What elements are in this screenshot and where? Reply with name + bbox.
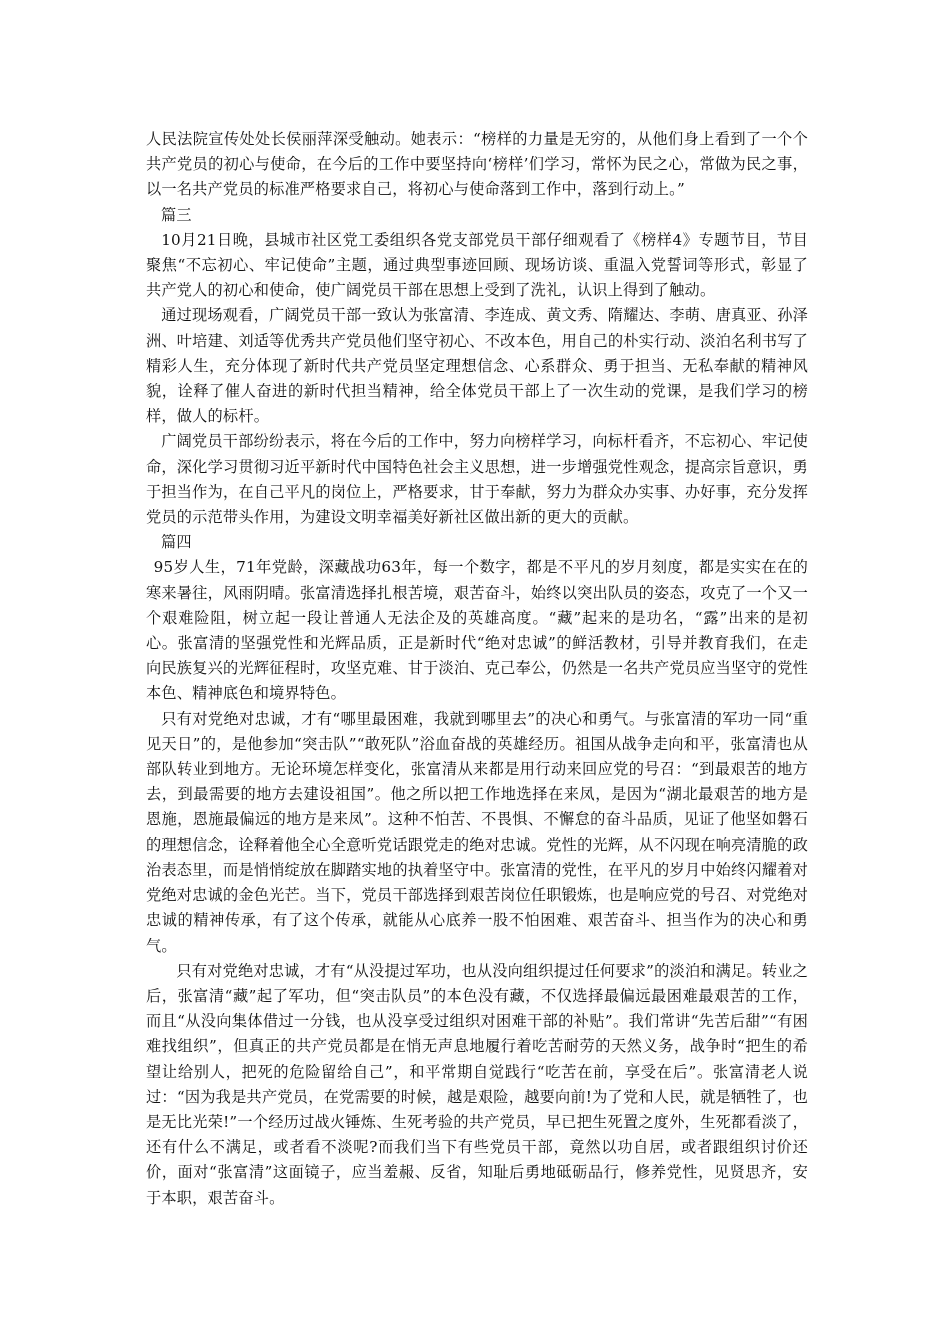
section-heading-part3: 篇三 [161,205,192,224]
paragraph-part3-commitment: 广阔党员干部纷纷表示，将在今后的工作中，努力向榜样学习，向标杆看齐，不忘初心、牢记使命，深化学习贯彻习近平新时代中国特色社会主义思想，进一步增强党性观念，提高宗旨意识，勇于担当作为，在自己平凡的岗位上，严格要求，甘于奉献，努力为群众办实事、办好事，充分发挥党员的示范带头作用，为建设文明幸福美好新社区做出新的更大的贡献。 [146,432,808,527]
paragraph-quote-houliping: 人民法院宣传处处长侯丽萍深受触动。她表示：“榜样的力量是无穷的，从他们身上看到了一个个共产党员的初心与使命，在今后的工作中要坚持向‘榜样’们学习，常怀为民之心，常做为民之事，以一名共产党员的标准严格要求自己，将初心与使命落到工作中，落到行动上。” [146,130,808,199]
section-heading-part4: 篇四 [161,533,192,552]
document-body [146,127,808,1211]
paragraph-part3-intro: 10月21日晚，县城市社区党工委组织各党支部党员干部仔细观看了《榜样4》专题节目，节目聚焦“不忘初心、牢记使命”主题，通过典型事迹回顾、现场访谈、重温入党誓词等形式，彰显了共产党人的初心和使命，使广阔党员干部在思想上受到了洗礼，认识上得到了触动。 [146,230,808,300]
paragraph-part4-loyalty-contentment: 只有对党绝对忠诚，才有“从没提过军功，也从没向组织提过任何要求”的淡泊和满足。转业之后，张富清“藏”起了军功，但“突击队员”的本色没有藏，不仅选择最偏远最困难最艰苦的工作，而且“从没向集体借过一分钱，也从没享受过组织对困难干部的补贴”。我们常讲“先苦后甜”“有困难找组织”，但真正的共产党员都是在悄无声息地履行着吃苦耐劳的天然义务，战争时“把生的希望让给别人，把死的危险留给自己”，和平常期自觉践行“吃苦在前，享受在后”。张富清老人说过：“因为我是共产党员，在党需要的时候，越是艰险，越要向前!为了党和人民，就是牺牲了，也是无比光荣!”一个经历过战火锤炼、生死考验的共产党员，早已把生死置之度外，生死都看淡了，还有什么不满足，或者看不淡呢?而我们当下有些党员干部，竟然以功自居，或者跟组织讨价还价，面对“张富清”这面镜子，应当羞赧、反省，知耻后勇地砥砺品行，修养党性，见贤思齐，安于本职，艰苦奋斗。 [146,961,808,1207]
paragraph-part4-loyalty-courage: 只有对党绝对忠诚，才有“哪里最困难，我就到哪里去”的决心和勇气。与张富清的军功一同“重见天日”的，是他参加“突击队”“敢死队”浴血奋战的英雄经历。祖国从战争走向和平，张富清也从部队转业到地方。无论环境怎样变化，张富清从来都是用行动来回应党的号召：“到最艰苦的地方去，到最需要的地方去建设祖国”。他之所以把工作地选择在来凤，是因为“湖北最艰苦的地方是恩施，恩施最偏远的地方是来凤”。这种不怕苦、不畏惧、不懈怠的奋斗品质，见证了他坚如磐石的理想信念，诠释着他全心全意听党话跟党走的绝对忠诚。党性的光辉，从不闪现在响亮清脆的政治表态里，而是悄悄绽放在脚踏实地的执着坚守中。张富清的党性，在平凡的岁月中始终闪耀着对党绝对忠诚的金色光芒。当下，党员干部选择到艰苦岗位任职锻炼，也是响应党的号召、对党绝对忠诚的精神传承，有了这个传承，就能从心底养一股不怕困难、艰苦奋斗、担当作为的决心和勇气。 [146,709,808,955]
paragraph-part4-intro: 95岁人生，71年党龄，深藏战功63年，每一个数字，都是不平凡的岁月刻度，都是实实在在的寒来暑往，风雨阴晴。张富清选择扎根苦境，艰苦奋斗，始终以突出队员的姿态，攻克了一个又一个艰难险阻，树立起一段让普通人无法企及的英雄高度。“藏”起来的是功名，“露”出来的是初心。张富清的坚强党性和光辉品质，正是新时代“绝对忠诚”的鲜活教材，引导并教育我们，在走向民族复兴的光辉征程时，攻坚克难、甘于淡泊、克己奉公，仍然是一名共产党员应当坚守的党性本色、精神底色和境界特色。 [146,558,808,703]
paragraph-part3-viewing: 通过现场观看，广阔党员干部一致认为张富清、李连成、黄文秀、隋耀达、李萌、唐真亚、孙泽洲、叶培建、刘适等优秀共产党员他们坚守初心、不改本色，用自己的朴实行动、淡泊名利书写了精彩人生，充分体现了新时代共产党员坚定理想信念、心系群众、勇于担当、无私奉献的精神风貌，诠释了催人奋进的新时代担当精神，给全体党员干部上了一次生动的党课，是我们学习的榜样，做人的标杆。 [146,306,808,426]
